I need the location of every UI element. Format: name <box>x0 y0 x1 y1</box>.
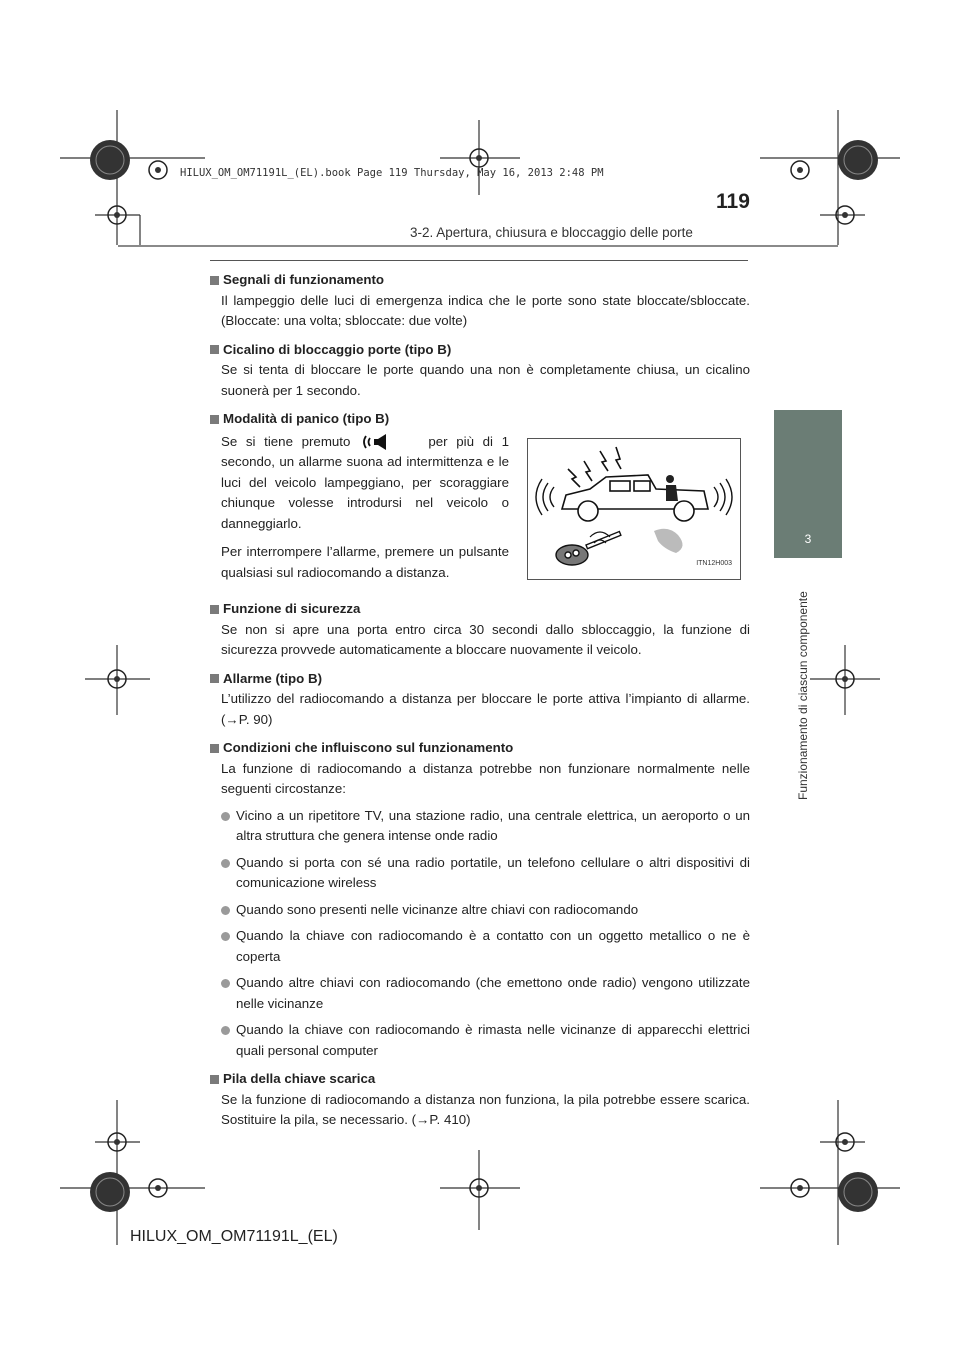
header-divider <box>210 260 748 261</box>
section-heading: Cicalino di bloccaggio porte (tipo B) <box>210 340 750 361</box>
section-body: Se la funzione di radiocomando a distanza non funziona, la pila potrebbe essere scarica. Sostituire la pila, se necessario. (→P. 410) <box>221 1091 750 1127</box>
round-bullet-icon <box>221 859 230 868</box>
section-panic-mode <box>210 409 750 591</box>
list-item: Quando la chiave con radiocomando è a contatto con un oggetto metallico o ne è coperta <box>210 926 750 967</box>
round-bullet-icon <box>221 932 230 941</box>
section-door-lock-buzzer <box>210 340 750 402</box>
section-body: La funzione di radiocomando a distanza potrebbe non funzionare normalmente nelle seguenti circostanze: <box>221 760 750 796</box>
section-heading: Modalità di panico (tipo B) <box>210 409 750 430</box>
square-bullet-icon <box>210 744 219 753</box>
section-body: Se si tenta di bloccare le porte quando una non è completamente chiusa, un cicalino suonerà per 1 secondo. <box>221 362 750 398</box>
list-item: Quando sono presenti nelle vicinanze altre chiavi con radiocomando <box>210 900 750 921</box>
section-heading: Pila della chiave scarica <box>210 1069 750 1090</box>
section-heading: Condizioni che influiscono sul funzionamento <box>210 738 750 759</box>
main-content <box>210 268 750 1139</box>
figure-code: ITN12H003 <box>696 560 732 567</box>
square-bullet-icon <box>210 605 219 614</box>
panic-paragraph: Se si tiene premuto per più di 1 secondo, un allarme suona ad intermittenza e le luci del veicolo lampeggiano, per scoraggiare chiunque volesse introdursi nel veicolo o danneggiarlo. <box>221 433 510 531</box>
round-bullet-icon <box>221 812 230 821</box>
section-body: L’utilizzo del radiocomando a distanza per bloccare le porte attiva l’impianto di allarme. (→P. 90) <box>221 691 750 727</box>
square-bullet-icon <box>210 415 219 424</box>
section-title: 3-2. Apertura, chiusura e bloccaggio delle porte <box>410 225 693 240</box>
section-body: Il lampeggio delle luci di emergenza indica che le porte sono state bloccate/sbloccate. (Bloccate: una volta; sbloccate: due volte) <box>221 292 750 328</box>
section-body: Se non si apre una porta entro circa 30 secondi dallo sbloccaggio, la funzione di sicurezza provvede automaticamente a bloccare nuovamente il veicolo. <box>221 621 750 657</box>
footer-document-code: HILUX_OM_OM71191L_(EL) <box>130 1228 338 1245</box>
book-metadata-line: HILUX_OM_OM71191L_(EL).book Page 119 Thursday, May 16, 2013 2:48 PM <box>180 167 604 179</box>
round-bullet-icon <box>221 979 230 988</box>
section-battery-depleted <box>210 1069 750 1131</box>
list-item: Quando si porta con sé una radio portatile, un telefono cellulare o altri dispositivi di comunicazione wireless <box>210 853 750 894</box>
section-heading: Funzione di sicurezza <box>210 599 750 620</box>
section-safety-function <box>210 599 750 661</box>
page-number: 119 <box>716 190 750 213</box>
square-bullet-icon <box>210 345 219 354</box>
header-divider-top <box>118 245 838 247</box>
chapter-label-container <box>796 565 816 800</box>
panic-row <box>210 432 750 592</box>
panic-illustration <box>527 438 741 580</box>
section-heading: Allarme (tipo B) <box>210 669 750 690</box>
list-item: Vicino a un ripetitore TV, una stazione radio, una centrale elettrica, un aeroporto o un altra struttura che genera intense onde radio <box>210 806 750 847</box>
panic-button-icon <box>362 434 398 450</box>
section-operation-signals <box>210 270 750 332</box>
panic-paragraph-2: Per interrompere l’allarme, premere un pulsante qualsiasi sul radiocomando a distanza. <box>221 544 509 580</box>
panic-text <box>210 432 509 592</box>
square-bullet-icon <box>210 674 219 683</box>
round-bullet-icon <box>221 1026 230 1035</box>
square-bullet-icon <box>210 276 219 285</box>
section-operating-conditions <box>210 738 750 1061</box>
chapter-label: Funzionamento di ciascun componente <box>796 591 810 800</box>
section-alarm <box>210 669 750 731</box>
round-bullet-icon <box>221 906 230 915</box>
list-item: Quando la chiave con radiocomando è rimasta nelle vicinanze di apparecchi elettrici quali personal computer <box>210 1020 750 1061</box>
chapter-number: 3 <box>804 532 812 546</box>
list-item: Quando altre chiavi con radiocomando (che emettono onde radio) vengono utilizzate nelle vicinanze <box>210 973 750 1014</box>
square-bullet-icon <box>210 1075 219 1084</box>
section-heading: Segnali di funzionamento <box>210 270 750 291</box>
